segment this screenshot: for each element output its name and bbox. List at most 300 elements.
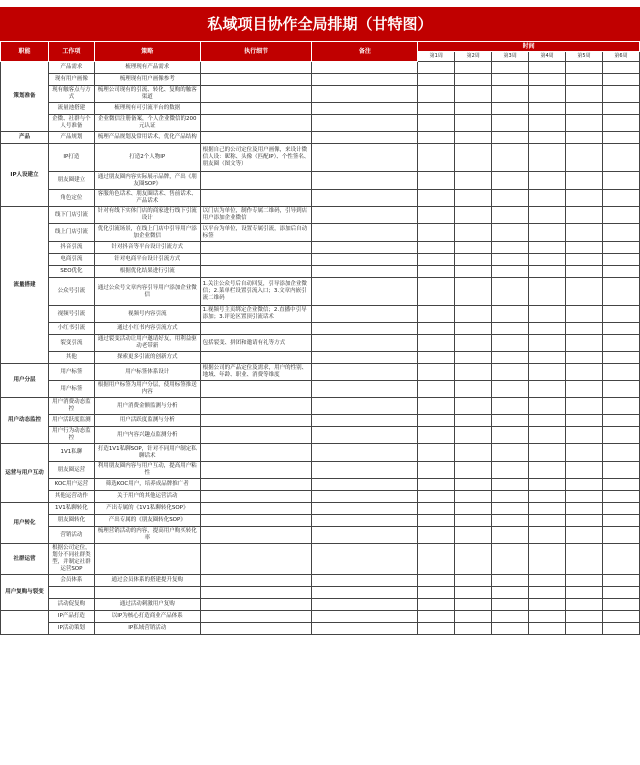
- week-cell[interactable]: [566, 115, 603, 132]
- strategy-cell[interactable]: 通过会员体系的搭建提升复购: [94, 575, 200, 587]
- week-cell[interactable]: [566, 515, 603, 527]
- item-cell[interactable]: SEO优化: [48, 266, 94, 278]
- item-cell[interactable]: 小红书引流: [48, 323, 94, 335]
- week-cell[interactable]: [529, 266, 566, 278]
- detail-cell[interactable]: [200, 86, 312, 103]
- note-cell[interactable]: [312, 306, 418, 323]
- week-cell[interactable]: [492, 381, 529, 398]
- detail-cell[interactable]: [200, 491, 312, 503]
- week-cell[interactable]: [529, 352, 566, 364]
- week-cell[interactable]: [418, 491, 455, 503]
- week-cell[interactable]: [418, 503, 455, 515]
- week-cell[interactable]: [492, 462, 529, 479]
- item-cell[interactable]: 现有触客点与方式: [48, 86, 94, 103]
- week-cell[interactable]: [529, 62, 566, 74]
- week-cell[interactable]: [418, 364, 455, 381]
- item-cell[interactable]: 用户行为动态监控: [48, 427, 94, 444]
- note-cell[interactable]: [312, 172, 418, 190]
- week-cell[interactable]: [492, 190, 529, 207]
- item-cell[interactable]: 活动促复购: [48, 599, 94, 611]
- detail-cell[interactable]: 根据自己的公司定位及用户画像，来设计微信人设：昵称、头像（匹配IP）、个性签名、朋友圈（图文等）: [200, 144, 312, 172]
- week-cell[interactable]: [529, 242, 566, 254]
- strategy-cell[interactable]: 梳理现有用户画像参考: [94, 74, 200, 86]
- strategy-cell[interactable]: 针对电商平台设计引流方式: [94, 254, 200, 266]
- item-cell[interactable]: 抖音引流: [48, 242, 94, 254]
- week-cell[interactable]: [566, 254, 603, 266]
- strategy-cell[interactable]: 企业微信注册备案，个人企业微信的200元认证: [94, 115, 200, 132]
- strategy-cell[interactable]: 用户标签体系设计: [94, 364, 200, 381]
- week-cell[interactable]: [492, 599, 529, 611]
- week-cell[interactable]: [602, 515, 639, 527]
- strategy-cell[interactable]: 根据优化结果进行引流: [94, 266, 200, 278]
- week-cell[interactable]: [455, 611, 492, 623]
- week-cell[interactable]: [418, 278, 455, 306]
- week-cell[interactable]: [566, 306, 603, 323]
- detail-cell[interactable]: [200, 611, 312, 623]
- item-cell[interactable]: 公众号引流: [48, 278, 94, 306]
- strategy-cell[interactable]: 以IP为核心打造商业产品体系: [94, 611, 200, 623]
- week-cell[interactable]: [529, 444, 566, 462]
- week-cell[interactable]: [418, 462, 455, 479]
- week-cell[interactable]: [529, 527, 566, 544]
- detail-cell[interactable]: [200, 254, 312, 266]
- note-cell[interactable]: [312, 415, 418, 427]
- note-cell[interactable]: [312, 381, 418, 398]
- week-cell[interactable]: [566, 86, 603, 103]
- week-cell[interactable]: [418, 599, 455, 611]
- week-cell[interactable]: [566, 503, 603, 515]
- week-cell[interactable]: [492, 587, 529, 599]
- week-cell[interactable]: [602, 381, 639, 398]
- week-cell[interactable]: [566, 479, 603, 491]
- item-cell[interactable]: 线下门店引流: [48, 207, 94, 224]
- detail-cell[interactable]: [200, 398, 312, 415]
- week-cell[interactable]: [529, 427, 566, 444]
- note-cell[interactable]: [312, 479, 418, 491]
- week-cell[interactable]: [529, 415, 566, 427]
- item-cell[interactable]: 其他运营动作: [48, 491, 94, 503]
- strategy-cell[interactable]: 梳理现有可引流平台的数据: [94, 103, 200, 115]
- week-cell[interactable]: [566, 527, 603, 544]
- week-cell[interactable]: [566, 352, 603, 364]
- week-cell[interactable]: [455, 599, 492, 611]
- week-cell[interactable]: [529, 278, 566, 306]
- week-cell[interactable]: [455, 544, 492, 575]
- week-cell[interactable]: [455, 381, 492, 398]
- week-cell[interactable]: [602, 527, 639, 544]
- week-cell[interactable]: [602, 575, 639, 587]
- item-cell[interactable]: IP打造: [48, 144, 94, 172]
- week-cell[interactable]: [418, 254, 455, 266]
- detail-cell[interactable]: [200, 479, 312, 491]
- strategy-cell[interactable]: [94, 544, 200, 575]
- week-cell[interactable]: [602, 587, 639, 599]
- week-cell[interactable]: [455, 364, 492, 381]
- note-cell[interactable]: [312, 103, 418, 115]
- week-cell[interactable]: [529, 74, 566, 86]
- detail-cell[interactable]: [200, 103, 312, 115]
- strategy-cell[interactable]: 梳理现有产品需求: [94, 62, 200, 74]
- note-cell[interactable]: [312, 207, 418, 224]
- strategy-cell[interactable]: 通过活动刺激用户复购: [94, 599, 200, 611]
- week-cell[interactable]: [492, 515, 529, 527]
- detail-cell[interactable]: [200, 587, 312, 599]
- week-cell[interactable]: [455, 224, 492, 242]
- strategy-cell[interactable]: 视频号内容引流: [94, 306, 200, 323]
- week-cell[interactable]: [418, 224, 455, 242]
- strategy-cell[interactable]: 用户内容兴趣点监测分析: [94, 427, 200, 444]
- week-cell[interactable]: [418, 323, 455, 335]
- item-cell[interactable]: 根据公司定位，划分不同社群类型，并制定社群运营SOP: [48, 544, 94, 575]
- strategy-cell[interactable]: 客服角色话术、朋友圈话术、售前话术、产品话术: [94, 190, 200, 207]
- item-cell[interactable]: 其他: [48, 352, 94, 364]
- detail-cell[interactable]: [200, 427, 312, 444]
- week-cell[interactable]: [529, 491, 566, 503]
- note-cell[interactable]: [312, 398, 418, 415]
- detail-cell[interactable]: 根据公司的产品定位及需求，用户的性别、地域、年龄、职业、消费等维度: [200, 364, 312, 381]
- note-cell[interactable]: [312, 491, 418, 503]
- week-cell[interactable]: [492, 352, 529, 364]
- week-cell[interactable]: [602, 479, 639, 491]
- week-cell[interactable]: [492, 278, 529, 306]
- week-cell[interactable]: [566, 364, 603, 381]
- item-cell[interactable]: 朋友圈建立: [48, 172, 94, 190]
- week-cell[interactable]: [418, 335, 455, 352]
- detail-cell[interactable]: [200, 623, 312, 635]
- detail-cell[interactable]: 以平台为单位，设置专属引流，添加后自动标签: [200, 224, 312, 242]
- week-cell[interactable]: [529, 335, 566, 352]
- week-cell[interactable]: [418, 623, 455, 635]
- week-cell[interactable]: [418, 611, 455, 623]
- week-cell[interactable]: [566, 207, 603, 224]
- week-cell[interactable]: [529, 190, 566, 207]
- strategy-cell[interactable]: [94, 587, 200, 599]
- detail-cell[interactable]: [200, 381, 312, 398]
- item-cell[interactable]: IP产品打造: [48, 611, 94, 623]
- week-cell[interactable]: [602, 462, 639, 479]
- week-cell[interactable]: [529, 503, 566, 515]
- detail-cell[interactable]: [200, 352, 312, 364]
- week-cell[interactable]: [566, 190, 603, 207]
- week-cell[interactable]: [418, 103, 455, 115]
- note-cell[interactable]: [312, 427, 418, 444]
- week-cell[interactable]: [492, 427, 529, 444]
- item-cell[interactable]: 营销活动: [48, 527, 94, 544]
- week-cell[interactable]: [529, 398, 566, 415]
- week-cell[interactable]: [602, 132, 639, 144]
- week-cell[interactable]: [602, 144, 639, 172]
- week-cell[interactable]: [492, 415, 529, 427]
- week-cell[interactable]: [418, 398, 455, 415]
- strategy-cell[interactable]: 产出专属的《1V1私聊转化SOP》: [94, 503, 200, 515]
- item-cell[interactable]: 朋友圈转化: [48, 515, 94, 527]
- detail-cell[interactable]: [200, 544, 312, 575]
- week-cell[interactable]: [602, 503, 639, 515]
- week-cell[interactable]: [418, 444, 455, 462]
- week-cell[interactable]: [492, 132, 529, 144]
- week-cell[interactable]: [602, 172, 639, 190]
- week-cell[interactable]: [455, 190, 492, 207]
- strategy-cell[interactable]: 根据用户标签为用户分层，使用标签推送内容: [94, 381, 200, 398]
- week-cell[interactable]: [455, 242, 492, 254]
- item-cell[interactable]: IP活动策划: [48, 623, 94, 635]
- detail-cell[interactable]: [200, 115, 312, 132]
- week-cell[interactable]: [566, 74, 603, 86]
- week-cell[interactable]: [529, 172, 566, 190]
- week-cell[interactable]: [529, 599, 566, 611]
- week-cell[interactable]: [602, 323, 639, 335]
- week-cell[interactable]: [566, 62, 603, 74]
- strategy-cell[interactable]: 产出专属的《朋友圈转化SOP》: [94, 515, 200, 527]
- week-cell[interactable]: [455, 254, 492, 266]
- detail-cell[interactable]: [200, 190, 312, 207]
- strategy-cell[interactable]: 梳理公司现有的引流、转化、复购的触客渠道: [94, 86, 200, 103]
- detail-cell[interactable]: [200, 74, 312, 86]
- note-cell[interactable]: [312, 352, 418, 364]
- detail-cell[interactable]: [200, 444, 312, 462]
- week-cell[interactable]: [455, 444, 492, 462]
- detail-cell[interactable]: [200, 266, 312, 278]
- week-cell[interactable]: [566, 323, 603, 335]
- week-cell[interactable]: [455, 575, 492, 587]
- week-cell[interactable]: [602, 335, 639, 352]
- week-cell[interactable]: [418, 132, 455, 144]
- strategy-cell[interactable]: 梳理营销活动的内容，提高用户购买转化率: [94, 527, 200, 544]
- item-cell[interactable]: 朋友圈运营: [48, 462, 94, 479]
- week-cell[interactable]: [418, 172, 455, 190]
- note-cell[interactable]: [312, 86, 418, 103]
- week-cell[interactable]: [455, 86, 492, 103]
- week-cell[interactable]: [455, 587, 492, 599]
- note-cell[interactable]: [312, 444, 418, 462]
- week-cell[interactable]: [566, 144, 603, 172]
- note-cell[interactable]: [312, 599, 418, 611]
- week-cell[interactable]: [529, 544, 566, 575]
- note-cell[interactable]: [312, 335, 418, 352]
- week-cell[interactable]: [418, 190, 455, 207]
- strategy-cell[interactable]: 优化引流场景，在线上门店中引导用户添加企业微信: [94, 224, 200, 242]
- week-cell[interactable]: [418, 544, 455, 575]
- week-cell[interactable]: [566, 224, 603, 242]
- week-cell[interactable]: [602, 415, 639, 427]
- week-cell[interactable]: [529, 115, 566, 132]
- week-cell[interactable]: [418, 62, 455, 74]
- strategy-cell[interactable]: 通过裂变活动让用户邀请好友，用利益驱动老带新: [94, 335, 200, 352]
- week-cell[interactable]: [455, 427, 492, 444]
- item-cell[interactable]: 会员体系: [48, 575, 94, 587]
- note-cell[interactable]: [312, 503, 418, 515]
- strategy-cell[interactable]: 梳理产品规划及常用话术，优化产品结构: [94, 132, 200, 144]
- week-cell[interactable]: [492, 144, 529, 172]
- week-cell[interactable]: [492, 575, 529, 587]
- item-cell[interactable]: 电商引流: [48, 254, 94, 266]
- week-cell[interactable]: [455, 278, 492, 306]
- week-cell[interactable]: [418, 587, 455, 599]
- week-cell[interactable]: [418, 207, 455, 224]
- week-cell[interactable]: [455, 398, 492, 415]
- detail-cell[interactable]: 1.关注公众号后自动回复，引导添加企业微信；2.菜单栏设置引流入口；3.文章内嵌引流二维码: [200, 278, 312, 306]
- note-cell[interactable]: [312, 515, 418, 527]
- week-cell[interactable]: [492, 323, 529, 335]
- week-cell[interactable]: [566, 335, 603, 352]
- week-cell[interactable]: [602, 544, 639, 575]
- week-cell[interactable]: [492, 491, 529, 503]
- week-cell[interactable]: [492, 527, 529, 544]
- week-cell[interactable]: [455, 415, 492, 427]
- week-cell[interactable]: [492, 207, 529, 224]
- week-cell[interactable]: [455, 515, 492, 527]
- week-cell[interactable]: [602, 115, 639, 132]
- note-cell[interactable]: [312, 623, 418, 635]
- detail-cell[interactable]: [200, 323, 312, 335]
- strategy-cell[interactable]: 探索更多引流的创新方式: [94, 352, 200, 364]
- note-cell[interactable]: [312, 611, 418, 623]
- week-cell[interactable]: [529, 515, 566, 527]
- week-cell[interactable]: [492, 103, 529, 115]
- week-cell[interactable]: [492, 115, 529, 132]
- week-cell[interactable]: [418, 74, 455, 86]
- week-cell[interactable]: [529, 575, 566, 587]
- note-cell[interactable]: [312, 115, 418, 132]
- note-cell[interactable]: [312, 266, 418, 278]
- item-cell[interactable]: 企微、社群与个人号准备: [48, 115, 94, 132]
- week-cell[interactable]: [455, 479, 492, 491]
- week-cell[interactable]: [492, 335, 529, 352]
- week-cell[interactable]: [418, 266, 455, 278]
- week-cell[interactable]: [455, 462, 492, 479]
- week-cell[interactable]: [566, 398, 603, 415]
- week-cell[interactable]: [566, 444, 603, 462]
- week-cell[interactable]: [492, 86, 529, 103]
- note-cell[interactable]: [312, 254, 418, 266]
- week-cell[interactable]: [602, 266, 639, 278]
- week-cell[interactable]: [418, 527, 455, 544]
- strategy-cell[interactable]: 用户消费金额监测与分析: [94, 398, 200, 415]
- item-cell[interactable]: [48, 587, 94, 599]
- detail-cell[interactable]: [200, 462, 312, 479]
- week-cell[interactable]: [566, 242, 603, 254]
- note-cell[interactable]: [312, 190, 418, 207]
- detail-cell[interactable]: [200, 503, 312, 515]
- week-cell[interactable]: [566, 381, 603, 398]
- item-cell[interactable]: 裂变引流: [48, 335, 94, 352]
- week-cell[interactable]: [529, 462, 566, 479]
- week-cell[interactable]: [418, 352, 455, 364]
- item-cell[interactable]: 产品规划: [48, 132, 94, 144]
- week-cell[interactable]: [602, 352, 639, 364]
- week-cell[interactable]: [455, 323, 492, 335]
- week-cell[interactable]: [529, 144, 566, 172]
- note-cell[interactable]: [312, 242, 418, 254]
- week-cell[interactable]: [602, 398, 639, 415]
- week-cell[interactable]: [492, 623, 529, 635]
- week-cell[interactable]: [455, 335, 492, 352]
- week-cell[interactable]: [492, 479, 529, 491]
- detail-cell[interactable]: [200, 575, 312, 587]
- week-cell[interactable]: [455, 74, 492, 86]
- week-cell[interactable]: [529, 86, 566, 103]
- week-cell[interactable]: [418, 575, 455, 587]
- week-cell[interactable]: [455, 527, 492, 544]
- detail-cell[interactable]: 1.视频号主页绑定企业微信；2.直播中引导添加；3.评论区置顶引流话术: [200, 306, 312, 323]
- item-cell[interactable]: 用户消费动态监控: [48, 398, 94, 415]
- week-cell[interactable]: [529, 623, 566, 635]
- week-cell[interactable]: [418, 144, 455, 172]
- week-cell[interactable]: [566, 575, 603, 587]
- note-cell[interactable]: [312, 527, 418, 544]
- detail-cell[interactable]: [200, 515, 312, 527]
- item-cell[interactable]: 现有用户画像: [48, 74, 94, 86]
- week-cell[interactable]: [566, 103, 603, 115]
- week-cell[interactable]: [455, 115, 492, 132]
- week-cell[interactable]: [529, 254, 566, 266]
- week-cell[interactable]: [529, 224, 566, 242]
- detail-cell[interactable]: [200, 172, 312, 190]
- note-cell[interactable]: [312, 575, 418, 587]
- week-cell[interactable]: [529, 306, 566, 323]
- item-cell[interactable]: 流量池搭建: [48, 103, 94, 115]
- strategy-cell[interactable]: 关于用户的其他运营活动: [94, 491, 200, 503]
- note-cell[interactable]: [312, 364, 418, 381]
- week-cell[interactable]: [529, 132, 566, 144]
- week-cell[interactable]: [492, 62, 529, 74]
- week-cell[interactable]: [602, 444, 639, 462]
- week-cell[interactable]: [602, 242, 639, 254]
- week-cell[interactable]: [455, 103, 492, 115]
- week-cell[interactable]: [529, 103, 566, 115]
- week-cell[interactable]: [418, 115, 455, 132]
- week-cell[interactable]: [566, 623, 603, 635]
- strategy-cell[interactable]: 通过朋友圈内容实际展示品牌，产出《朋友圈SOP》: [94, 172, 200, 190]
- strategy-cell[interactable]: 打造1V1私聊SOP，针对不同用户制定私聊话术: [94, 444, 200, 462]
- strategy-cell[interactable]: 打造2个人物IP: [94, 144, 200, 172]
- week-cell[interactable]: [455, 144, 492, 172]
- week-cell[interactable]: [602, 103, 639, 115]
- week-cell[interactable]: [492, 254, 529, 266]
- week-cell[interactable]: [418, 242, 455, 254]
- week-cell[interactable]: [602, 74, 639, 86]
- week-cell[interactable]: [455, 172, 492, 190]
- week-cell[interactable]: [418, 415, 455, 427]
- week-cell[interactable]: [418, 86, 455, 103]
- item-cell[interactable]: 视频号引流: [48, 306, 94, 323]
- week-cell[interactable]: [602, 190, 639, 207]
- note-cell[interactable]: [312, 62, 418, 74]
- week-cell[interactable]: [455, 207, 492, 224]
- week-cell[interactable]: [455, 623, 492, 635]
- week-cell[interactable]: [492, 503, 529, 515]
- week-cell[interactable]: [492, 398, 529, 415]
- note-cell[interactable]: [312, 74, 418, 86]
- week-cell[interactable]: [602, 364, 639, 381]
- week-cell[interactable]: [602, 224, 639, 242]
- week-cell[interactable]: [418, 479, 455, 491]
- note-cell[interactable]: [312, 224, 418, 242]
- item-cell[interactable]: 用户活跃度监测: [48, 415, 94, 427]
- strategy-cell[interactable]: 针对有线下实体门店的商家进行线下引流设计: [94, 207, 200, 224]
- item-cell[interactable]: 1V1私聊转化: [48, 503, 94, 515]
- week-cell[interactable]: [602, 207, 639, 224]
- item-cell[interactable]: 用户标签: [48, 381, 94, 398]
- strategy-cell[interactable]: 利用朋友圈内容与用户互动，提高用户粘性: [94, 462, 200, 479]
- week-cell[interactable]: [566, 544, 603, 575]
- item-cell[interactable]: 用户标签: [48, 364, 94, 381]
- week-cell[interactable]: [529, 207, 566, 224]
- week-cell[interactable]: [529, 479, 566, 491]
- week-cell[interactable]: [566, 462, 603, 479]
- item-cell[interactable]: 线上门店引流: [48, 224, 94, 242]
- detail-cell[interactable]: [200, 415, 312, 427]
